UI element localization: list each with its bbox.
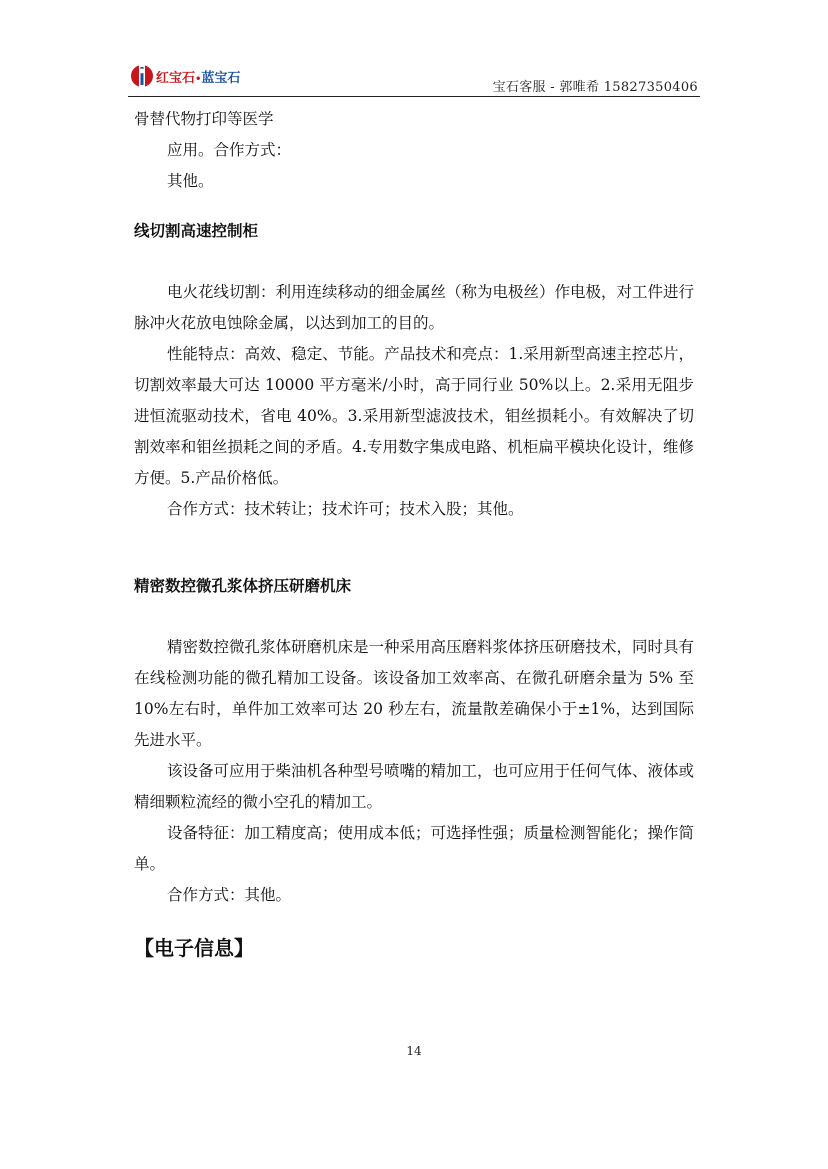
paragraph: 精密数控微孔浆体研磨机床是一种采用高压磨料浆体挤压研磨技术，同时具有在线检测功能的微孔精加工设备。该设备加工效率高、在微孔研磨余量为 5% 至 10%左右时，单件加工效率可达 20 秒左右，流量散差确保小于±1%，达到国际先进水平。 <box>134 638 695 749</box>
gem-logo-icon <box>128 62 156 90</box>
section-title: 线切割高速控制柜 <box>134 222 259 240</box>
company-logo <box>128 62 278 92</box>
logo-text-red: 红宝石 <box>156 71 196 86</box>
page-number: 14 <box>406 1044 422 1058</box>
logo-separator: • <box>195 74 202 85</box>
paragraph: 设备特征：加工精度高；使用成本低；可选择性强；质量检测智能化；操作简单。 <box>134 824 695 873</box>
document-body <box>134 104 694 963</box>
header-contact: 宝石客服 - 郭唯希 15827350406 <box>492 80 698 95</box>
intro-line: 应用。合作方式： <box>167 141 292 159</box>
category-title: 【电子信息】 <box>134 936 254 960</box>
paragraph: 性能特点：高效、稳定、节能。产品技术和亮点：1.采用新型高速主控芯片，切割效率最大可达 10000 平方毫米/小时，高于同行业 50%以上。2.采用无阻步进恒流驱动技术，省电 40%。3.采用新型滤波技术，钼丝损耗小。有效解决了切割效率和钼丝损耗之间的矛盾。4.专用数字集成电路、机柜扁平模块化设计，维修方便。5.产品价格低。 <box>134 345 694 487</box>
paragraph: 该设备可应用于柴油机各种型号喷嘴的精加工，也可应用于任何气体、液体或精细颗粒流经的微小空孔的精加工。 <box>134 762 695 811</box>
paragraph: 合作方式：其他。 <box>167 886 292 904</box>
intro-line: 其他。 <box>167 172 214 190</box>
intro-line: 骨替代物打印等医学 <box>134 110 274 128</box>
logo-text-blue: 蓝宝石 <box>201 71 241 86</box>
page-header <box>128 58 700 97</box>
logo-text <box>156 67 240 86</box>
paragraph: 合作方式：技术转让；技术许可；技术入股；其他。 <box>167 500 524 518</box>
section-title: 精密数控微孔浆体挤压研磨机床 <box>134 577 352 595</box>
paragraph: 电火花线切割：利用连续移动的细金属丝（称为电极丝）作电极，对工件进行脉冲火花放电蚀除金属，以达到加工的目的。 <box>134 283 695 332</box>
